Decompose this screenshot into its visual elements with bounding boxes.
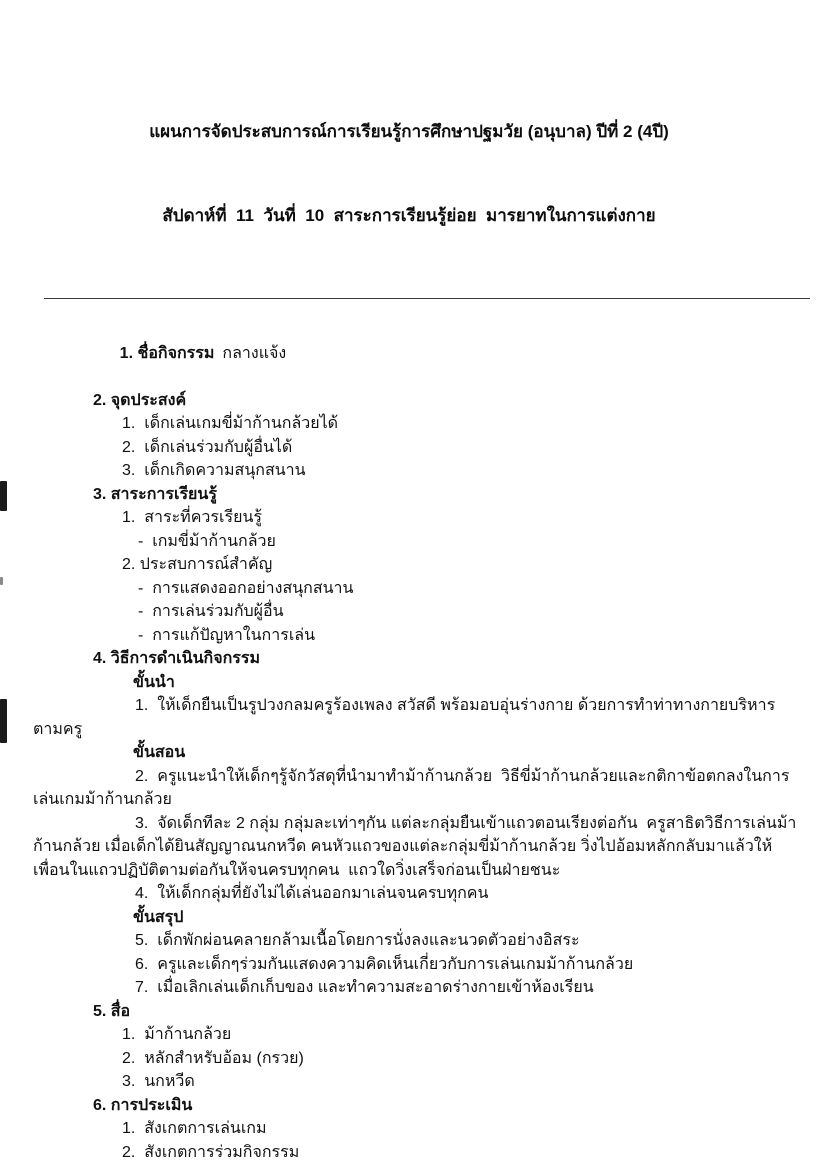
document-title-line2: สัปดาห์ที่ 11 วันที่ 10 สาระการเรียนรู้ย่อย มารยาทในการแต่งกาย: [0, 202, 818, 230]
media-item: 1. ม้าก้านกล้วย: [33, 1023, 798, 1047]
learning-sub2-item: - การแก้ปัญหาในการเล่น: [33, 624, 798, 648]
phase-intro-label: ขั้นนำ: [33, 671, 798, 695]
scan-artifact: [0, 577, 3, 585]
learning-sub2-item: - การเล่นร่วมกับผู้อื่น: [33, 600, 798, 624]
learning-sub2-item: - การแสดงออกอย่างสนุกสนาน: [33, 577, 798, 601]
scan-artifact: [0, 699, 7, 743]
procedure-step: 2. ครูแนะนำให้เด็กๆรู้จักวัสดุที่นำมาทำม้าก้านกล้วย วิธีขี่ม้าก้านกล้วยและกติกาข้อตกลงในการเล่นเกมม้าก้านกล้วย: [33, 765, 798, 812]
section-objectives-heading: 2. จุดประสงค์: [33, 389, 798, 413]
document-body: [0, 299, 818, 1164]
objective-item: 2. เด็กเล่นร่วมกับผู้อื่นได้: [33, 436, 798, 460]
procedure-step: 6. ครูและเด็กๆร่วมกันแสดงความคิดเห็นเกี่ยวกับการเล่นเกมม้าก้านกล้วย: [33, 953, 798, 977]
procedure-step: 1. ให้เด็กยืนเป็นรูปวงกลมครูร้องเพลง สวัสดี พร้อมอบอุ่นร่างกาย ด้วยการทำท่าทางกายบริหารตามครู: [33, 694, 798, 741]
evaluation-item: 1. สังเกตการเล่นเกม: [33, 1117, 798, 1141]
document-title-line1: แผนการจัดประสบการณ์การเรียนรู้การศึกษาปฐมวัย (อนุบาล) ปีที่ 2 (4ปี): [0, 118, 818, 146]
evaluation-item: 2. สังเกตการร่วมกิจกรรม: [33, 1141, 798, 1164]
phase-teach-label: ขั้นสอน: [33, 741, 798, 765]
media-item: 3. นกหวีด: [33, 1070, 798, 1094]
procedure-step: 3. จัดเด็กทีละ 2 กลุ่ม กลุ่มละเท่าๆกัน แต่ละกลุ่มยืนเข้าแถวตอนเรียงต่อกัน ครูสาธิตวิธีการเล่นม้าก้านกล้วย เมื่อเด็กได้ยินสัญญาณนกหวีด คนหัวแถวของแต่ละกลุ่มขี่ม้าก้านกล้วย วิ่งไปอ้อมหลักกลับมาแล้วให้เพื่อนในแถวปฏิบัติตามต่อกันให้จนครบทุกคน แถวใดวิ่งเสร็จก่อนเป็นฝ่ายชนะ: [33, 812, 798, 883]
section-procedure-heading: 4. วิธีการดำเนินกิจกรรม: [33, 647, 798, 671]
activity-name-value: กลางแจ้ง: [222, 345, 286, 362]
learning-sub2-label: 2. ประสบการณ์สำคัญ: [33, 553, 798, 577]
procedure-step: 5. เด็กพักผ่อนคลายกล้ามเนื้อโดยการนั่งลงและนวดตัวอย่างอิสระ: [33, 929, 798, 953]
learning-sub1-item: - เกมขี่ม้าก้านกล้วย: [33, 530, 798, 554]
objective-item: 1. เด็กเล่นเกมขี่ม้าก้านกล้วยได้: [33, 412, 798, 436]
section-activity-heading: 1. ชื่อกิจกรรม: [120, 345, 215, 362]
learning-sub1-label: 1. สาระที่ควรเรียนรู้: [33, 506, 798, 530]
section-learning-heading: 3. สาระการเรียนรู้: [33, 483, 798, 507]
objective-item: 3. เด็กเกิดความสนุกสนาน: [33, 459, 798, 483]
section-activity-name: [33, 318, 798, 389]
procedure-step: 7. เมื่อเลิกเล่นเด็กเก็บของ และทำความสะอาดร่างกายเข้าห้องเรียน: [33, 976, 798, 1000]
scan-artifact: [0, 481, 7, 511]
section-media-heading: 5. สื่อ: [33, 1000, 798, 1024]
phase-conclude-label: ขั้นสรุป: [33, 906, 798, 930]
procedure-step: 4. ให้เด็กกลุ่มที่ยังไม่ได้เล่นออกมาเล่นจนครบทุกคน: [33, 882, 798, 906]
section-evaluation-heading: 6. การประเมิน: [33, 1094, 798, 1118]
document-header: [0, 0, 818, 286]
media-item: 2. หลักสำหรับอ้อม (กรวย): [33, 1047, 798, 1071]
